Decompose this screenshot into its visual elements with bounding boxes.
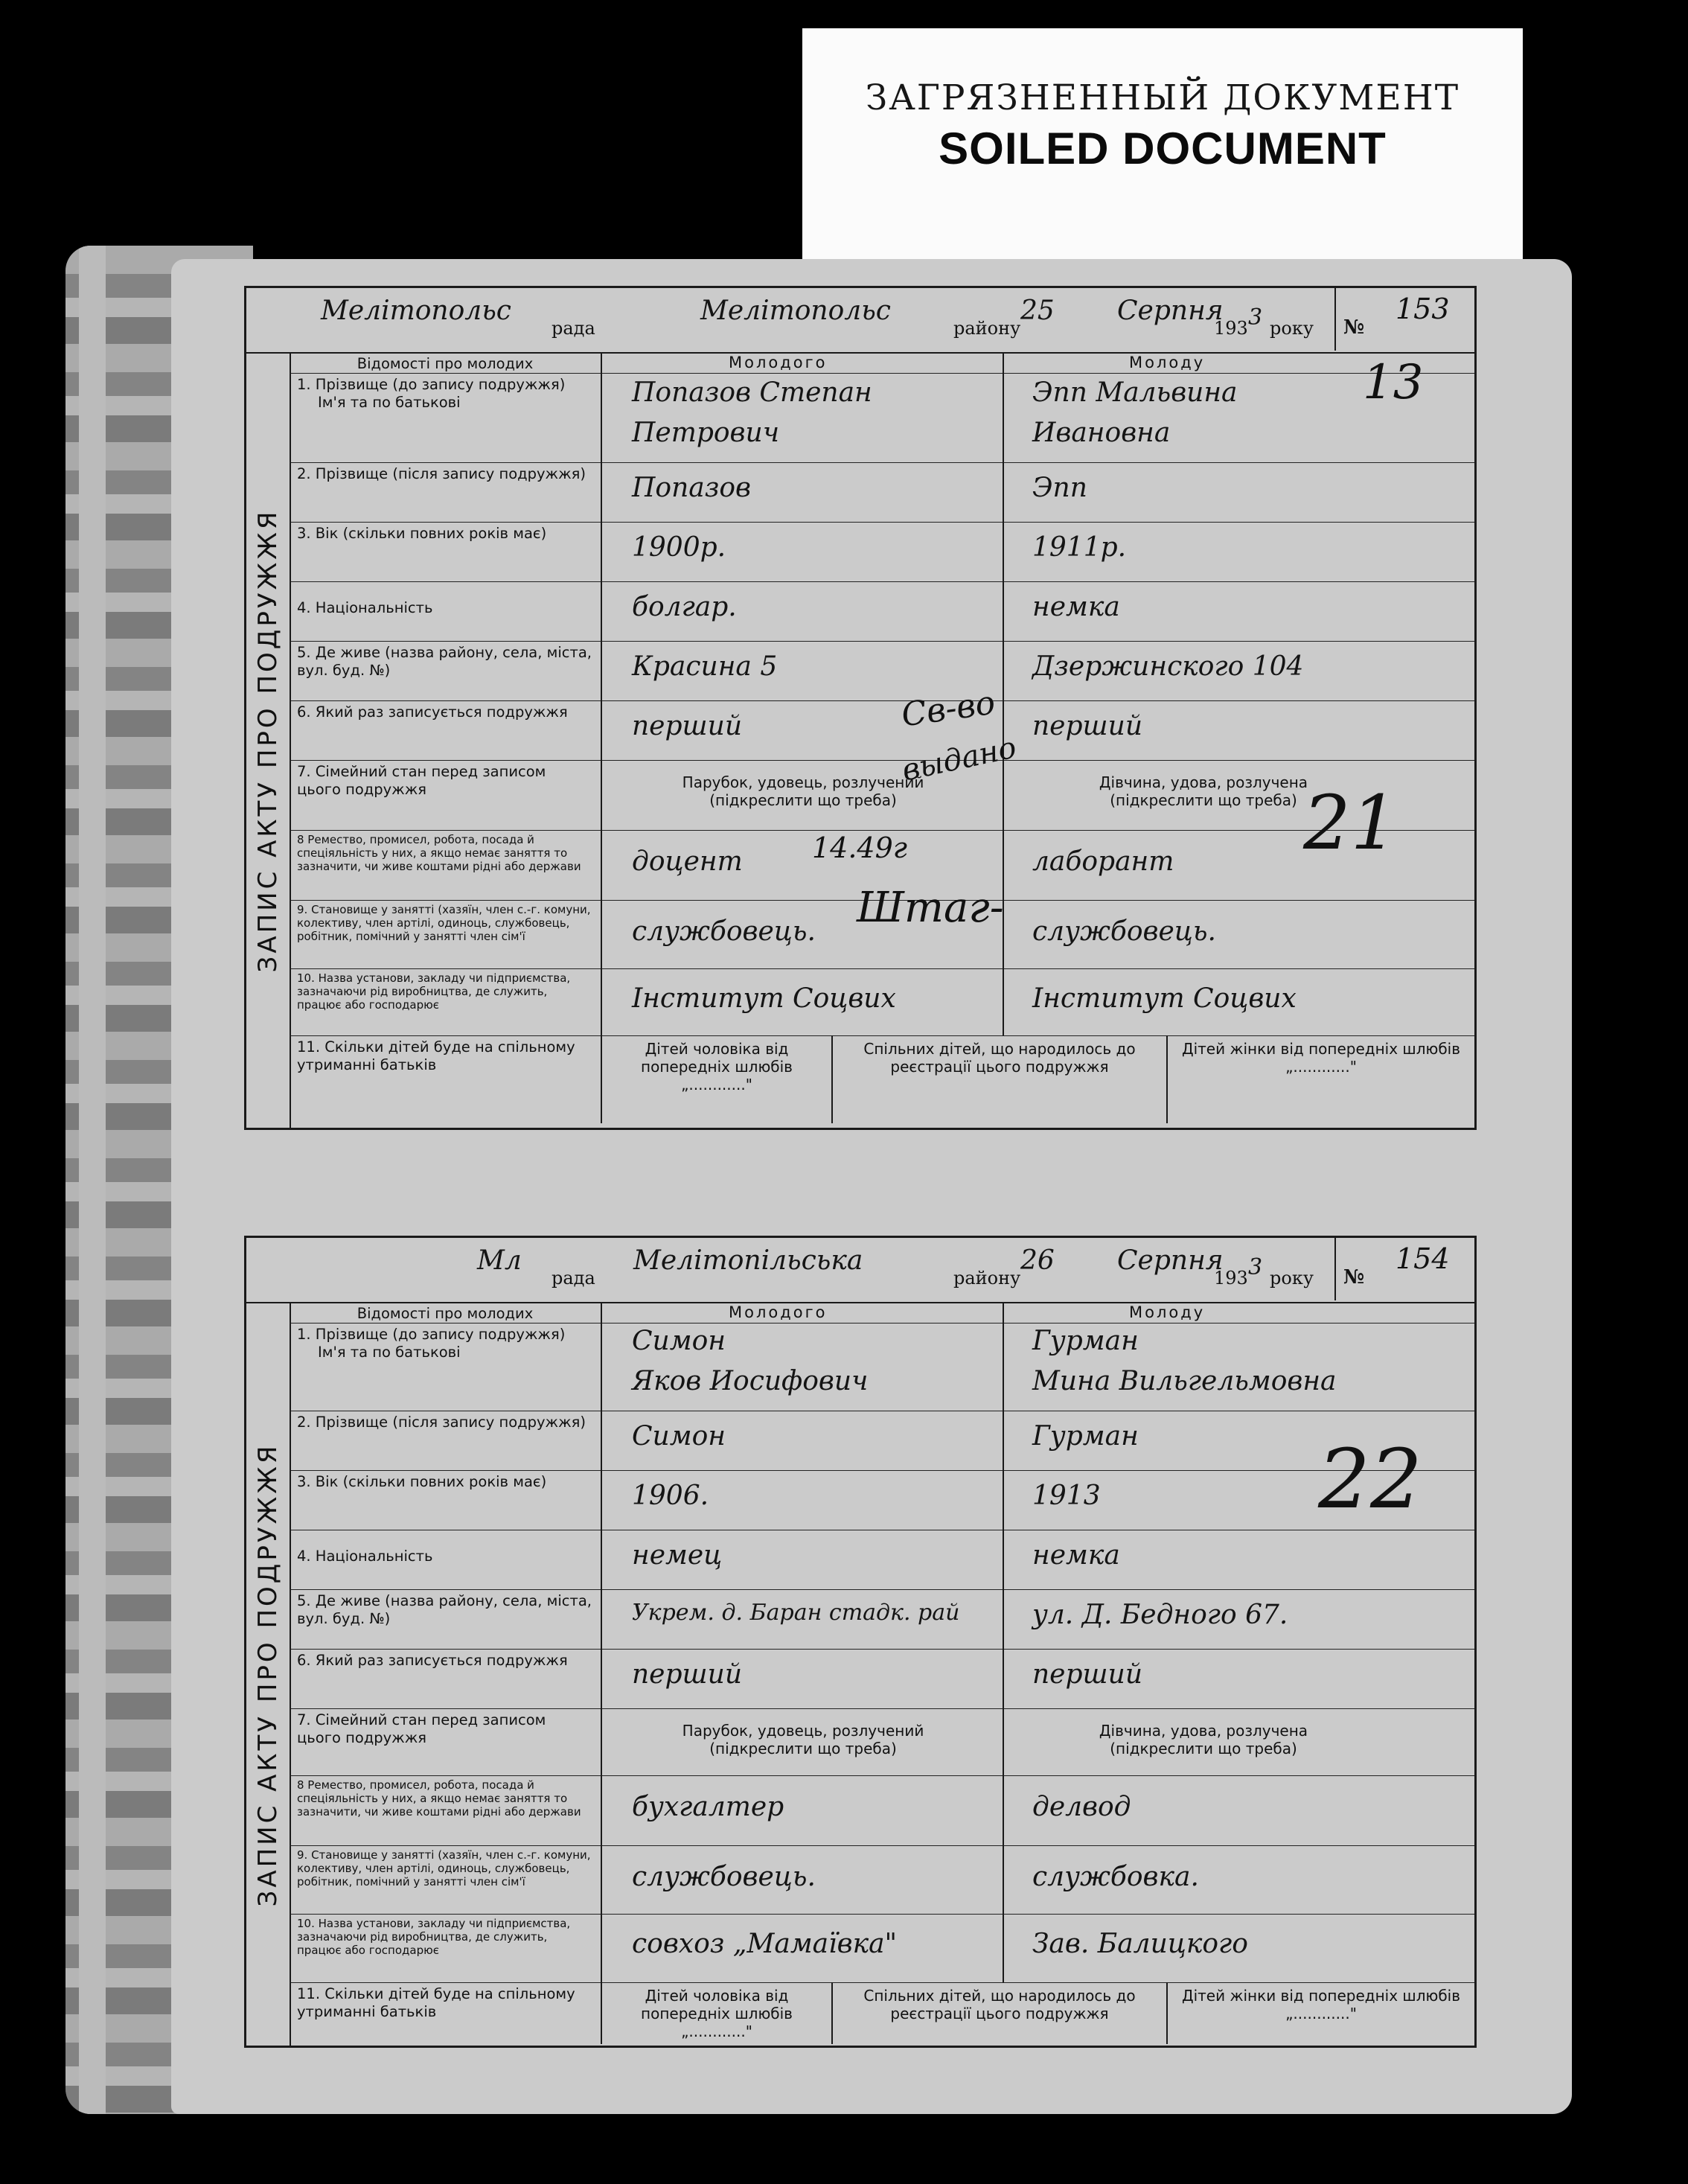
record-number-box <box>1334 288 1474 351</box>
groom-times: перший <box>632 1659 743 1690</box>
groom-nationality: немец <box>632 1540 723 1571</box>
groom-institution: совхоз „Мамаївка" <box>632 1929 898 1959</box>
question-8: 8 Ремество, промисел, робота, посада й спеціяльність у них, а якщо немає заняття то зазначити, чи живе коштами рідні або держави <box>290 1775 602 1845</box>
header-groom: Молодого <box>729 1303 828 1321</box>
year-prefix: 193 <box>1214 318 1248 339</box>
bride-occupation: лаборант <box>1032 846 1174 877</box>
bride-times: перший <box>1032 711 1143 741</box>
row-nationality <box>290 581 1474 642</box>
children-bride: Дітей жінки від попередніх шлюбів „............" <box>1181 1040 1461 1076</box>
bride-surname-before: Эпп Мальвина <box>1032 377 1238 408</box>
header-bride: Молоду <box>1129 354 1206 371</box>
day-handwritten: 26 <box>1020 1245 1055 1276</box>
bride-underline-note: (підкреслити що треба) <box>1110 1740 1297 1757</box>
stamp-note-1: Св-во <box>899 683 998 735</box>
month-handwritten: Серпня <box>1117 296 1224 326</box>
question-6: 6. Який раз записується подружжя <box>290 1649 602 1708</box>
header-info: Відомості про молодих <box>290 352 602 373</box>
question-1-text: 1. Прізвище (до запису подружжя) <box>297 376 566 393</box>
record-number: 154 <box>1396 1242 1450 1275</box>
record-table <box>290 352 1474 1128</box>
groom-patronymic: Яков Иосифович <box>632 1366 869 1396</box>
rayon-handwritten: Мелітопольс <box>700 296 891 326</box>
side-title <box>246 354 291 1128</box>
month-handwritten: Серпня <box>1117 1245 1224 1276</box>
bride-surname-after: Гурман <box>1032 1421 1139 1452</box>
row-children <box>290 1035 1474 1123</box>
row-times <box>290 700 1474 761</box>
row-institution <box>290 1914 1474 1983</box>
year-prefix: 193 <box>1214 1268 1248 1289</box>
row-institution <box>290 968 1474 1036</box>
record-number: 153 <box>1396 293 1450 325</box>
question-5: 5. Де живе (назва району, села, міста, вул. буд. №) <box>290 1589 602 1649</box>
label-russian: ЗАГРЯЗНЕННЫЙ ДОКУМЕНТ <box>865 77 1460 118</box>
rayon-label: району <box>953 1268 1021 1289</box>
stamp-date: 14.49г <box>812 831 907 864</box>
question-1 <box>290 1323 602 1411</box>
year-label: року <box>1270 1268 1314 1289</box>
row-nationality <box>290 1530 1474 1590</box>
row-age <box>290 522 1474 582</box>
side-title-text: ЗАПИС АКТУ ПРО ПОДРУЖЖЯ <box>253 508 283 973</box>
row-times <box>290 1649 1474 1709</box>
children-groom: Дітей чоловіка від попередніх шлюбів „............" <box>602 1982 833 2044</box>
row-position <box>290 1845 1474 1915</box>
bride-institution: Зав. Балицкого <box>1032 1929 1248 1959</box>
signature: Штаг- <box>857 884 1004 932</box>
bride-institution: Інститут Соцвих <box>1032 983 1297 1014</box>
groom-nationality: болгар. <box>632 592 737 622</box>
row-surname-name <box>290 1323 1474 1411</box>
row-marital <box>290 760 1474 831</box>
record-table <box>290 1302 1474 2046</box>
groom-address: Укрем. д. Баран стадк. рай <box>632 1600 960 1626</box>
marriage-record-154 <box>244 1236 1477 2048</box>
bride-surname-before: Гурман <box>1032 1326 1139 1356</box>
column-header-row <box>290 1302 1474 1324</box>
groom-address: Красина 5 <box>632 651 778 682</box>
groom-occupation: доцент <box>632 846 743 877</box>
groom-surname-after: Симон <box>632 1421 726 1452</box>
header-bride: Молоду <box>1129 1303 1206 1321</box>
row-address <box>290 1589 1474 1650</box>
groom-institution: Інститут Соцвих <box>632 983 896 1014</box>
bride-nationality: немка <box>1032 592 1120 622</box>
row-occupation <box>290 1775 1474 1846</box>
bride-position: службовка. <box>1032 1862 1199 1892</box>
rayon-label: району <box>953 318 1021 339</box>
marriage-record-153 <box>244 286 1477 1130</box>
column-header-row <box>290 352 1474 374</box>
groom-times: перший <box>632 711 743 741</box>
question-1-text: 1. Прізвище (до запису подружжя) <box>297 1326 566 1343</box>
groom-surname-before: Попазов Степан <box>632 377 872 408</box>
question-2: 2. Прізвище (після запису подружжя) <box>290 1411 602 1470</box>
bride-address: Дзержинского 104 <box>1032 651 1304 682</box>
bride-position: службовець. <box>1032 916 1216 947</box>
question-9: 9. Становище у занятті (хазяїн, член с.-г. комуни, колективу, член артілі, одиноць, службовець, робітник, помічний у занятті член сім'ї <box>290 900 602 968</box>
row-address <box>290 641 1474 701</box>
label-english: SOILED DOCUMENT <box>939 124 1387 173</box>
question-1 <box>290 373 602 462</box>
stamp-note-2: выдано <box>898 730 1020 788</box>
binding-edge <box>79 246 106 2114</box>
groom-age: 1906. <box>632 1481 709 1511</box>
rada-label: рада <box>552 318 595 339</box>
groom-position: службовець. <box>632 916 816 947</box>
question-9: 9. Становище у занятті (хазяїн, член с.-г. комуни, колективу, член артілі, одиноць, службовець, робітник, помічний у занятті член сім'ї <box>290 1845 602 1914</box>
bride-times: перший <box>1032 1659 1143 1690</box>
question-11: 11. Скільки дітей буде на спільному утриманні батьків <box>290 1982 602 2044</box>
groom-underline-note: (підкреслити що треба) <box>709 1740 897 1757</box>
record-number-box <box>1334 1238 1474 1300</box>
side-title <box>246 1303 291 2046</box>
groom-occupation: бухгалтер <box>632 1792 784 1822</box>
question-6: 6. Який раз записується подружжя <box>290 700 602 760</box>
day-handwritten: 25 <box>1020 296 1055 326</box>
question-1-name-text: Ім'я та по батькові <box>318 1344 461 1361</box>
rada-label: рада <box>552 1268 595 1289</box>
question-1-name-text: Ім'я та по батькові <box>318 394 461 411</box>
bride-surname-after: Эпп <box>1032 473 1087 503</box>
children-bride: Дітей жінки від попередніх шлюбів „............" <box>1181 1987 1461 2022</box>
number-mark: № <box>1343 1266 1365 1289</box>
bride-marital-options: Дівчина, удова, розлучена <box>1099 1722 1308 1740</box>
groom-surname-before: Симон <box>632 1326 726 1356</box>
bride-underline-note: (підкреслити що треба) <box>1110 791 1297 809</box>
header-info: Відомості про молодих <box>290 1302 602 1323</box>
question-7: 7. Сімейний стан перед записом цього подружжя <box>290 1708 602 1775</box>
row-surname-after <box>290 1411 1474 1471</box>
groom-surname-after: Попазов <box>632 473 751 503</box>
bride-patronymic: Мина Вильгельмовна <box>1032 1366 1337 1396</box>
number-mark: № <box>1343 316 1365 339</box>
rada-handwritten: Мелітопольс <box>321 296 511 326</box>
question-7: 7. Сімейний стан перед записом цього подружжя <box>290 760 602 830</box>
margin-number: 21 <box>1303 779 1398 866</box>
margin-number: 22 <box>1318 1431 1422 1527</box>
bride-nationality: немка <box>1032 1540 1120 1571</box>
bride-address: ул. Д. Бедного 67. <box>1032 1600 1288 1630</box>
question-4: 4. Національність <box>290 1530 602 1589</box>
side-title-text: ЗАПИС АКТУ ПРО ПОДРУЖЖЯ <box>253 1443 283 1906</box>
bride-marital-options: Дівчина, удова, розлучена <box>1099 773 1308 791</box>
question-3: 3. Вік (скільки повних років має) <box>290 522 602 581</box>
groom-position: службовець. <box>632 1862 816 1892</box>
groom-patronymic: Петрович <box>632 418 780 448</box>
bride-occupation: делвод <box>1032 1792 1131 1822</box>
rayon-handwritten: Мелітопільська <box>633 1245 863 1276</box>
soiled-document-label <box>802 28 1523 259</box>
children-groom: Дітей чоловіка від попередніх шлюбів „............" <box>602 1035 833 1123</box>
question-10: 10. Назва установи, закладу чи підприємства, зазначаючи рід виробництва, де служить, працює або господарює <box>290 968 602 1035</box>
row-children <box>290 1982 1474 2044</box>
record-header <box>246 1238 1474 1303</box>
row-age <box>290 1470 1474 1530</box>
children-common: Спільних дітей, що народилось до реєстрації цього подружжя <box>833 1982 1168 2044</box>
corner-number: 13 <box>1363 355 1424 410</box>
children-common: Спільних дітей, що народилось до реєстрації цього подружжя <box>833 1035 1168 1123</box>
bride-age: 1911р. <box>1032 532 1127 563</box>
question-8: 8 Ремество, промисел, робота, посада й спеціяльність у них, а якщо немає заняття то зазначити, чи живе коштами рідні або держави <box>290 830 602 900</box>
question-11: 11. Скільки дітей буде на спільному утриманні батьків <box>290 1035 602 1123</box>
header-groom: Молодого <box>729 354 828 371</box>
row-marital <box>290 1708 1474 1776</box>
year-label: року <box>1270 318 1314 339</box>
bride-patronymic: Ивановна <box>1032 418 1171 448</box>
row-surname-after <box>290 462 1474 523</box>
groom-age: 1900р. <box>632 532 726 563</box>
groom-marital-options: Парубок, удовець, розлучений <box>682 1722 924 1740</box>
question-4: 4. Національність <box>290 581 602 641</box>
row-surname-name <box>290 373 1474 463</box>
groom-underline-note: (підкреслити що треба) <box>709 791 897 809</box>
year-digit-handwritten: 3 <box>1248 304 1263 331</box>
question-5: 5. Де живе (назва району, села, міста, вул. буд. №) <box>290 641 602 700</box>
bride-age: 1913 <box>1032 1481 1101 1511</box>
question-3: 3. Вік (скільки повних років має) <box>290 1470 602 1530</box>
year-digit-handwritten: 3 <box>1248 1254 1263 1280</box>
question-2: 2. Прізвище (після запису подружжя) <box>290 462 602 522</box>
rada-handwritten: Мл <box>477 1245 522 1276</box>
question-10: 10. Назва установи, закладу чи підприємства, зазначаючи рід виробництва, де служить, працює або господарює <box>290 1914 602 1982</box>
record-header <box>246 288 1474 354</box>
groom-marital-options: Парубок, удовець, розлучений <box>682 773 924 791</box>
